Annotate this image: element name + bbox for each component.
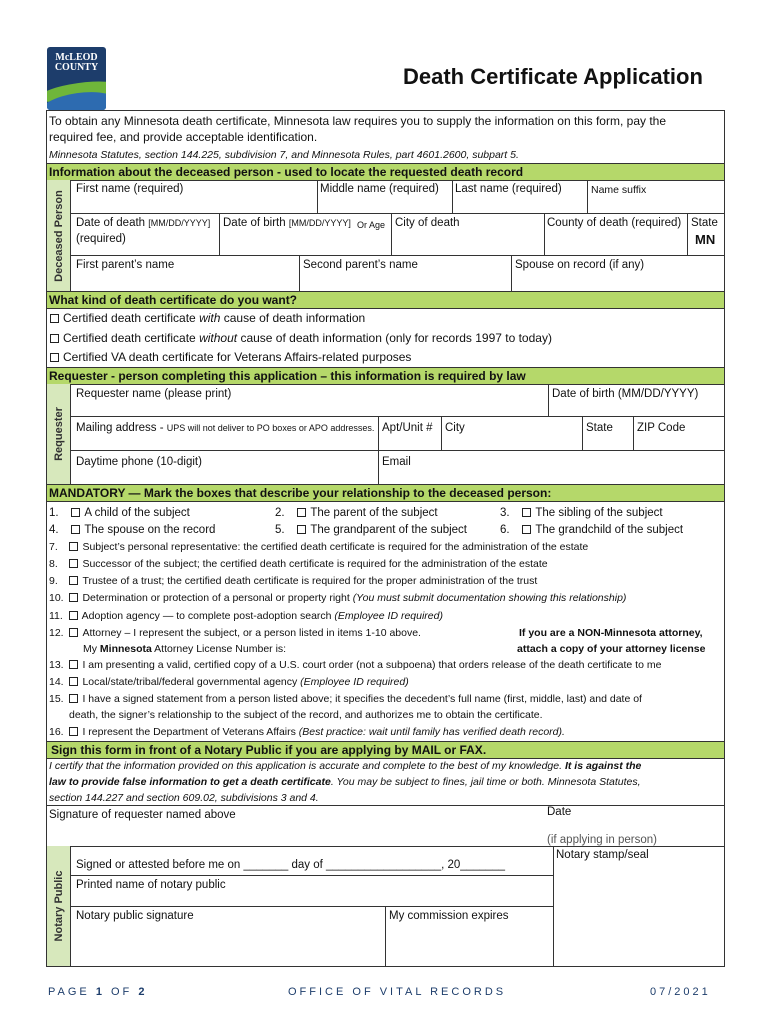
certify-line1: I certify that the information provided on this application is accurate and complete to the best of my knowledge. It is against the xyxy=(49,760,642,772)
sign-section-header: Sign this form in front of a Notary Public if you are applying by MAIL or FAX. xyxy=(47,741,724,759)
rel-8[interactable]: 8. Successor of the subject; the certified death certificate is required for the administration of the estate xyxy=(49,558,548,570)
name-suffix-field[interactable]: Name suffix xyxy=(591,184,647,196)
mcleod-county-logo xyxy=(47,47,106,110)
checkbox[interactable] xyxy=(69,677,78,686)
mailing-address-field[interactable]: Mailing address - UPS will not deliver to PO boxes or APO addresses. xyxy=(76,422,375,434)
deceased-side-label: Deceased Person xyxy=(47,180,71,292)
page-title: Death Certificate Application xyxy=(403,64,703,89)
rel-9[interactable]: 9. Trustee of a trust; the certified death certificate is required for the proper administration of the trust xyxy=(49,575,538,587)
rel-13[interactable]: 13. I am presenting a valid, certified copy of a U.S. court order (not a subpoena) that orders release of the death certificate to me xyxy=(49,659,662,671)
rel-16[interactable]: 16. I represent the Department of Veterans Affairs (Best practice: wait until family has verified death record). xyxy=(49,726,565,738)
rel-12[interactable]: 12. Attorney – I represent the subject, or a person listed in items 1-10 above. xyxy=(49,627,421,639)
last-name-field[interactable]: Last name (required) xyxy=(455,183,562,195)
option-va[interactable]: Certified VA death certificate for Veterans Affairs-related purposes xyxy=(50,350,411,364)
notary-printed-name-field[interactable]: Printed name of notary public xyxy=(76,879,226,891)
requester-side-label: Requester xyxy=(47,384,71,484)
checkbox[interactable] xyxy=(69,628,78,637)
kind-section-header: What kind of death certificate do you want? xyxy=(47,291,724,309)
rel-5[interactable]: 5. The grandparent of the subject xyxy=(275,524,468,536)
deceased-section-header: Information about the deceased person - used to locate the requested death record xyxy=(47,163,724,181)
first-parent-field[interactable]: First parent’s name xyxy=(76,259,175,271)
intro-line1: To obtain any Minnesota death certificate, Minnesota law requires you to supply the information on this form, pay the xyxy=(49,114,667,128)
checkbox[interactable] xyxy=(522,525,531,534)
checkbox[interactable] xyxy=(69,593,78,602)
zip-field[interactable]: ZIP Code xyxy=(637,422,686,434)
apt-field[interactable]: Apt/Unit # xyxy=(382,422,433,434)
in-person-note: (if applying in person) xyxy=(547,834,657,846)
mandatory-section-header: MANDATORY — Mark the boxes that describe your relationship to the deceased person: xyxy=(47,484,724,502)
notary-side-label: Notary Public xyxy=(47,846,71,966)
checkbox[interactable] xyxy=(522,508,531,517)
checkbox[interactable] xyxy=(69,611,78,620)
state-label: State xyxy=(691,217,718,229)
office-name: OFFICE OF VITAL RECORDS xyxy=(288,986,507,998)
county-of-death-field[interactable]: County of death (required) xyxy=(547,217,682,229)
rel-4[interactable]: 4. The spouse on the record xyxy=(49,524,216,536)
checkbox[interactable] xyxy=(69,576,78,585)
phone-field[interactable]: Daytime phone (10-digit) xyxy=(76,456,202,468)
checkbox[interactable] xyxy=(297,508,306,517)
date-of-death-required: (required) xyxy=(76,233,126,245)
checkbox[interactable] xyxy=(69,660,78,669)
rel-6[interactable]: 6. The grandchild of the subject xyxy=(500,524,684,536)
or-age-label: Or Age xyxy=(357,220,386,230)
checkbox[interactable] xyxy=(71,525,80,534)
option-with-cause[interactable]: Certified death certificate with cause of death information xyxy=(50,311,365,325)
rel-3[interactable]: 3. The sibling of the subject xyxy=(500,507,663,519)
non-mn-attorney-note-2: attach a copy of your attorney license xyxy=(517,643,706,655)
date-of-birth-field[interactable]: Date of birth [MM/DD/YYYY] xyxy=(223,217,351,229)
first-name-field[interactable]: First name (required) xyxy=(76,183,184,195)
city-field[interactable]: City xyxy=(445,422,465,434)
checkbox[interactable] xyxy=(69,694,78,703)
checkbox[interactable] xyxy=(71,508,80,517)
non-mn-attorney-note-1: If you are a NON-Minnesota attorney, xyxy=(519,627,703,639)
signed-before-field[interactable]: Signed or attested before me on _______ day of __________________, 20_______ xyxy=(76,859,506,871)
application-form xyxy=(46,110,725,967)
requester-section-header: Requester - person completing this application – this information is required by law xyxy=(47,367,724,385)
requester-dob-field[interactable]: Date of birth (MM/DD/YYYY) xyxy=(552,388,699,400)
rel-7[interactable]: 7. Subject’s personal representative: the certified death certificate is required for the administration of the estate xyxy=(49,541,589,553)
email-field[interactable]: Email xyxy=(382,456,411,468)
page-number: PAGE 1 OF 2 xyxy=(48,986,148,998)
rel-10[interactable]: 10. Determination or protection of a personal or property right (You must submit documentation showing this relationship) xyxy=(49,592,627,604)
checkbox[interactable] xyxy=(50,334,59,343)
checkbox[interactable] xyxy=(69,542,78,551)
date-of-death-field[interactable]: Date of death [MM/DD/YYYY] xyxy=(76,217,211,229)
requester-signature-field[interactable]: Signature of requester named above xyxy=(49,809,236,821)
rel-2[interactable]: 2. The parent of the subject xyxy=(275,507,438,519)
intro-statute: Minnesota Statutes, section 144.225, subdivision 7, and Minnesota Rules, part 4601.2600, subpart 5. xyxy=(49,149,519,161)
spouse-field[interactable]: Spouse on record (if any) xyxy=(515,259,645,271)
notary-stamp-area: Notary stamp/seal xyxy=(556,849,649,861)
state-field[interactable]: State xyxy=(586,422,613,434)
checkbox[interactable] xyxy=(69,559,78,568)
logo-line2: COUNTY xyxy=(54,62,99,73)
notary-signature-field[interactable]: Notary public signature xyxy=(76,910,194,922)
rel-11[interactable]: 11. Adoption agency — to complete post-adoption search (Employee ID required) xyxy=(49,610,443,622)
checkbox[interactable] xyxy=(69,727,78,736)
option-without-cause[interactable]: Certified death certificate without cause of death information (only for records 1997 to today) xyxy=(50,331,552,345)
second-parent-field[interactable]: Second parent’s name xyxy=(303,259,418,271)
checkbox[interactable] xyxy=(50,314,59,323)
city-of-death-field[interactable]: City of death xyxy=(395,217,460,229)
commission-expires-field[interactable]: My commission expires xyxy=(389,910,509,922)
certify-line3: section 144.227 and section 609.02, subdivisions 3 and 4. xyxy=(49,792,319,804)
logo-line1: McLEOD xyxy=(55,52,98,63)
checkbox[interactable] xyxy=(50,353,59,362)
rel-1[interactable]: 1. A child of the subject xyxy=(49,507,190,519)
rel-14[interactable]: 14. Local/state/tribal/federal governmental agency (Employee ID required) xyxy=(49,676,409,688)
form-date: 07/2021 xyxy=(650,986,711,998)
rel-15[interactable]: 15. I have a signed statement from a person listed above; it specifies the decedent’s full name (first, middle, last) and date of xyxy=(49,693,642,705)
requester-name-field[interactable]: Requester name (please print) xyxy=(76,388,232,400)
checkbox[interactable] xyxy=(297,525,306,534)
rel-12-license[interactable]: My Minnesota Attorney License Number is: xyxy=(83,643,287,655)
intro-line2: required fee, and provide acceptable identification. xyxy=(49,130,318,144)
state-value: MN xyxy=(695,232,716,247)
middle-name-field[interactable]: Middle name (required) xyxy=(320,183,439,195)
certify-line2: law to provide false information to get a death certificate. You may be subject to fines, jail time or both. Minnesota Statutes, xyxy=(49,776,641,788)
rel-15-line2: death, the signer’s relationship to the subject of the record, and authorizes me to obtain the certificate. xyxy=(69,709,543,721)
date-field[interactable]: Date xyxy=(547,806,572,818)
